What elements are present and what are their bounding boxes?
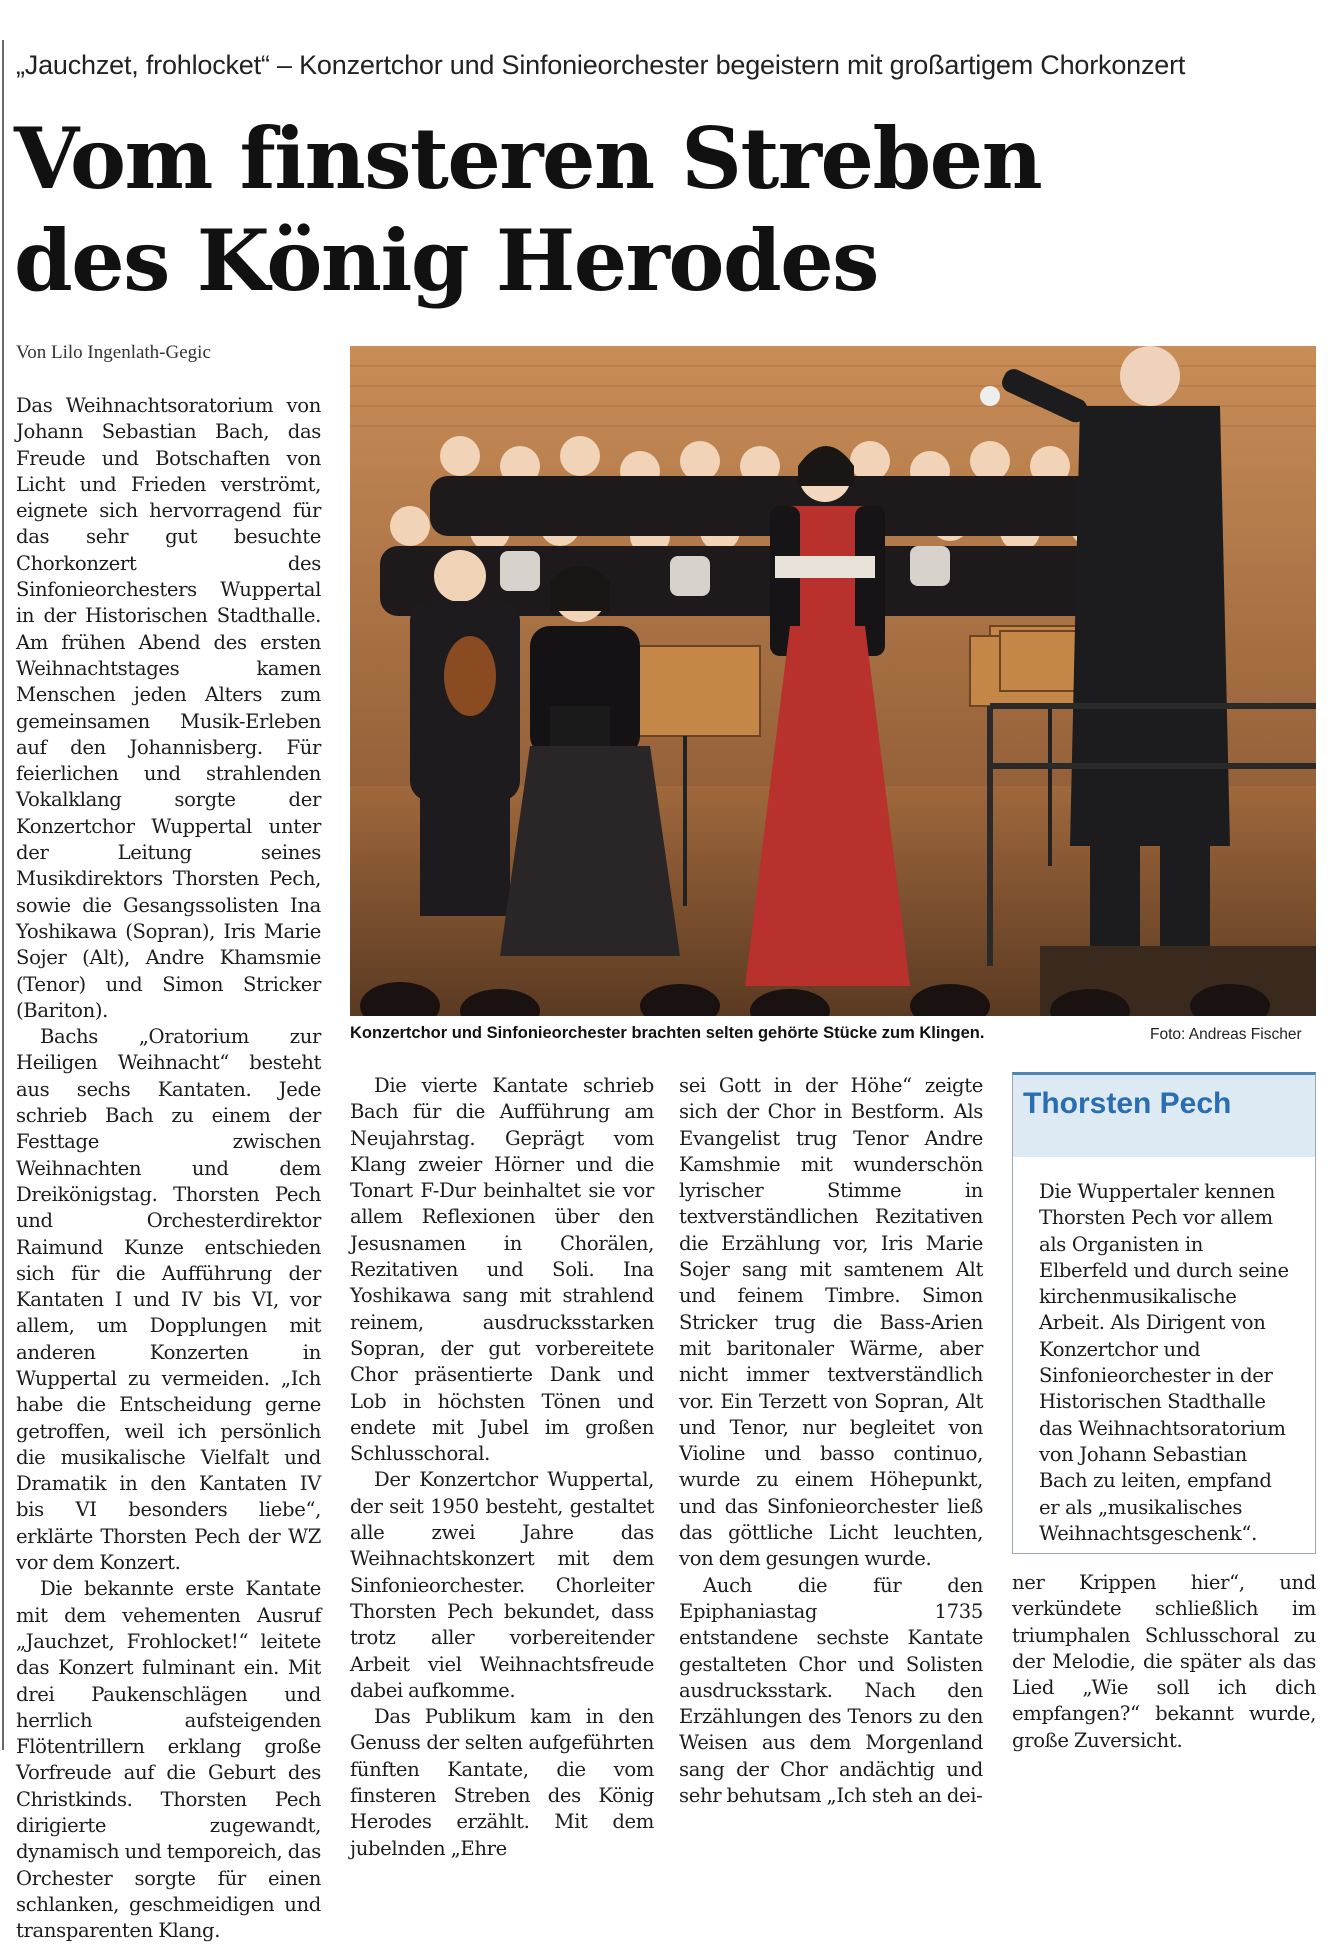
info-box-title: Thorsten Pech	[1013, 1075, 1315, 1157]
paragraph: ner Krippen hier“, und verkündete schließlich im triumphalen Schlusschoral zu der Melodie, die später als das Lied „Wie soll ich dich empfangen?“ bekannt wurde, große Zuversicht.	[1012, 1571, 1316, 1752]
headline-line-1: Vom finsteren Streben	[14, 109, 1042, 208]
paragraph: Bachs „Oratorium zur Heiligen Weihnacht“ besteht aus sechs Kantaten. Jede schrieb Bach zu einem der Festtage zwischen Weihnachten und dem Dreikönigstag. Thorsten Pech und Orchesterdirektor Raimund Kunze entschieden sich für die Aufführung der Kantaten I und IV bis VI, vor allem, um Dopplungen mit anderen Konzerten in Wuppertal zu vermeiden. „Ich habe die Entscheidung gerne getroffen, weil ich persönlich die musikalische Vielfalt und Dramatik in den Kantaten IV bis VI besonders liebe“, erklärte Thorsten Pech der WZ vor dem Konzert.	[16, 1025, 321, 1575]
paragraph: Die vierte Kantate schrieb Bach für die Aufführung am Neujahrstag. Geprägt vom Klang zweier Hörner und die Tonart F-Dur beinhaltet sie vor allem Reflexionen über den Jesusnamen in Chorälen, Rezitativen und Soli. Ina Yoshikawa sang mit strahlend reinem, ausdrucksstarken Sopran, der gut vorbereitete Chor präsentierte Dank und Lob in höchsten Tönen und endete mit Jubel im großen Schlusschoral.	[350, 1074, 654, 1466]
headline-line-2: des König Herodes	[14, 211, 878, 310]
paragraph: Die bekannte erste Kantate mit dem vehementen Ausruf „Jauchzet, Frohlocket!“ leitete das Konzert fulminant ein. Mit drei Paukenschlägen und herrlich aufsteigenden Flötentrillern erklang große Vorfreude auf die Geburt des Christkinds. Thorsten Pech dirigierte zugewandt, dynamisch und temporeich, das Orchester sorgte für einen schlanken, geschmeidigen und transparenten Klang.	[16, 1577, 321, 1943]
paragraph: Das Weihnachtsoratorium von Johann Sebastian Bach, das Freude und Botschaften von Licht und Frieden verströmt, eignete sich hervorragend für das sehr gut besuchte Chorkonzert des Sinfonieorchesters Wuppertal in der Historischen Stadthalle. Am frühen Abend des ersten Weihnachtstages kamen Menschen jeden Alters zum gemeinsamen Musik-Erleben auf den Johannisberg. Für feierlichen und strahlenden Vokalklang sorgte der Konzertchor Wuppertal unter der Leitung seines Musikdirektors Thorsten Pech, sowie die Gesangssolisten Ina Yoshikawa (Sopran), Iris Marie Sojer (Alt), Andre Khamsmie (Tenor) und Simon Stricker (Bariton).	[16, 394, 321, 1022]
paragraph: Das Publikum kam in den Genuss der selten aufgeführten fünften Kantate, die vom finsteren Streben des König Herodes erzählt. Mit dem jubelnden „Ehre	[350, 1705, 654, 1860]
concert-photo	[350, 346, 1316, 1016]
photo-credit: Foto: Andreas Fischer	[1150, 1026, 1302, 1043]
paragraph: sei Gott in der Höhe“ zeigte sich der Chor in Bestform. Als Evangelist trug Tenor Andre Kamshmie mit wunderschön lyrischer Stimme in textverständlichen Rezitativen die Erzählung vor, Iris Marie Sojer sang mit samtenem Alt und feinem Timbre. Simon Stricker trug die Bass-Arien mit baritonaler Wärme, aber nicht immer textverständlich vor. Ein Terzett von Sopran, Alt und Tenor, nur begleitet von Violine und basso continuo, wurde zu einem Höhepunkt, und das Sinfonieorchester ließ das göttliche Licht leuchten, von dem gesungen wurde.	[679, 1074, 983, 1571]
article-column-4	[1012, 1570, 1316, 1754]
paragraph: Auch die für den Epiphaniastag 1735 entstandene sechste Kantate gestalteten Chor und Solisten ausdrucksstark. Nach den Erzählungen des Tenors zu den Weisen aus dem Morgenland sang der Chor andächtig und sehr behutsam „Ich steh an dei-	[679, 1573, 983, 1808]
info-box	[1012, 1072, 1316, 1554]
article-byline: Von Lilo Ingenlath-Gegic	[16, 342, 211, 363]
info-box-text: Die Wuppertaler kennen Thorsten Pech vor allem als Organisten in Elberfeld und durch seine kirchenmusikalische Arbeit. Als Dirigent von Konzertchor und Sinfonieorchester in der Historischen Stadthalle das Weihnachtsoratorium von Johann Sebastian Bach zu leiten, empfand er als „musikalisches Weihnachtsgeschenk“.	[1039, 1180, 1289, 1545]
paragraph: Der Konzertchor Wuppertal, der seit 1950 besteht, gestaltet alle zwei Jahre das Weihnachtskonzert mit dem Sinfonieorchester. Chorleiter Thorsten Pech bekundet, dass trotz aller vorbereitender Arbeit viel Weihnachtsfreude dabei aufkomme.	[350, 1468, 654, 1702]
violinist	[410, 550, 520, 916]
left-column-rule	[2, 40, 4, 1750]
article-headline	[14, 108, 1114, 312]
concert-photo-illustration	[350, 346, 1316, 1016]
article-column-1	[16, 393, 321, 1945]
article-column-2	[350, 1073, 654, 1862]
article-kicker: „Jauchzet, frohlocket“ – Konzertchor und Sinfonieorchester begeistern mit großartigem Chorkonzert	[16, 50, 1186, 80]
photo-caption: Konzertchor und Sinfonieorchester brachten selten gehörte Stücke zum Klingen.	[350, 1024, 985, 1042]
article-column-3	[679, 1073, 983, 1809]
